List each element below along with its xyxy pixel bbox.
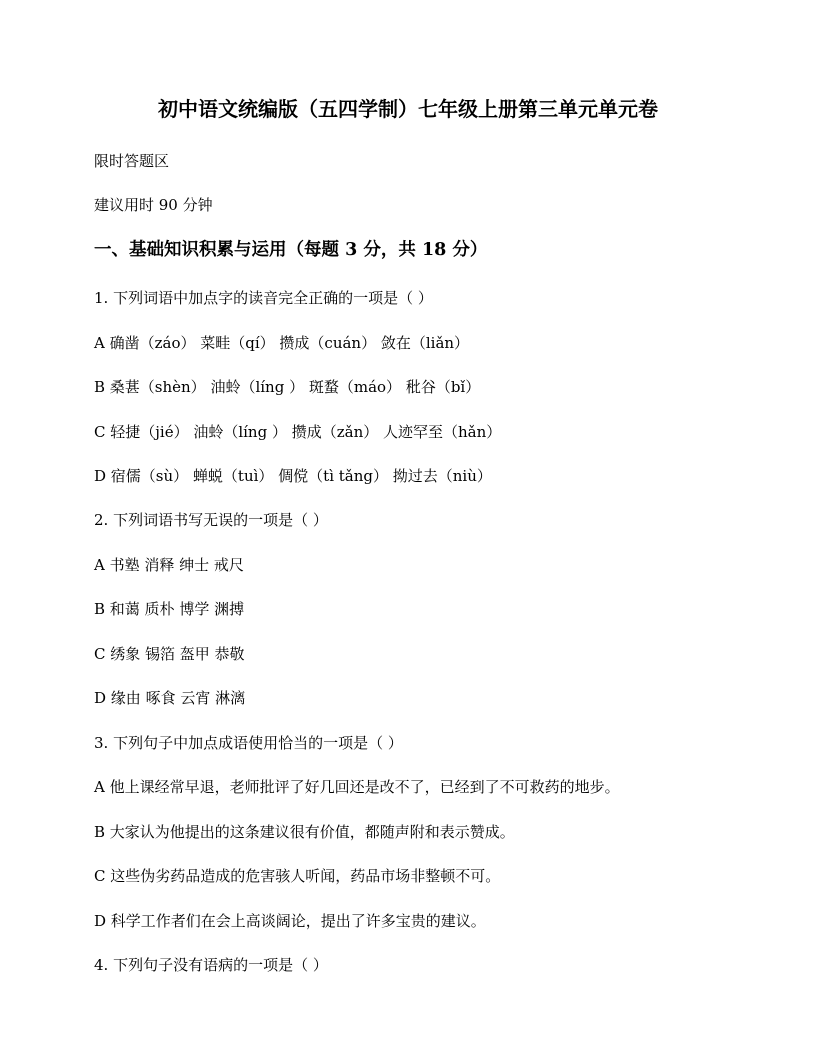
section-heading: 一、基础知识积累与运用（每题 3 分，共 18 分） bbox=[94, 240, 488, 260]
question-option: D 缘由 啄食 云宵 淋漓 bbox=[94, 689, 246, 707]
question-stem: 4. 下列句子没有语病的一项是（ ） bbox=[94, 956, 328, 974]
question-stem: 3. 下列句子中加点成语使用恰当的一项是（ ） bbox=[94, 734, 403, 752]
question-option: A 确凿（záo） 菜畦（qí） 攒成（cuán） 敛在（liǎn） bbox=[94, 334, 470, 352]
question-option: D 科学工作者们在会上高谈阔论，提出了许多宝贵的建议。 bbox=[94, 912, 486, 930]
suggested-time: 建议用时 90 分钟 bbox=[94, 196, 213, 214]
question-stem: 2. 下列词语书写无误的一项是（ ） bbox=[94, 511, 328, 529]
question-option: B 和蔼 质朴 博学 渊搏 bbox=[94, 600, 245, 618]
question-stem: 1. 下列词语中加点字的读音完全正确的一项是（ ） bbox=[94, 289, 433, 307]
question-option: A 书塾 消释 绅士 戒尺 bbox=[94, 556, 244, 574]
question-option: D 宿儒（sù） 蝉蜕（tuì） 倜傥（tì tǎng） 拗过去（niù） bbox=[94, 467, 492, 485]
document-title: 初中语文统编版（五四学制）七年级上册第三单元单元卷 bbox=[158, 97, 658, 121]
question-option: B 大家认为他提出的这条建议很有价值，都随声附和表示赞成。 bbox=[94, 823, 515, 841]
question-option: A 他上课经常早退，老师批评了好几回还是改不了，已经到了不可救药的地步。 bbox=[94, 778, 620, 796]
question-option: C 绣象 锡箔 盔甲 恭敬 bbox=[94, 645, 245, 663]
question-option: C 轻捷（jié） 油蛉（líng ） 攒成（zǎn） 人迹罕至（hǎn） bbox=[94, 423, 502, 441]
question-option: B 桑葚（shèn） 油蛉（líng ） 斑蝥（máo） 秕谷（bǐ） bbox=[94, 378, 481, 396]
time-area-label: 限时答题区 bbox=[94, 152, 170, 170]
question-option: C 这些伪劣药品造成的危害骇人听闻，药品市场非整顿不可。 bbox=[94, 867, 501, 885]
